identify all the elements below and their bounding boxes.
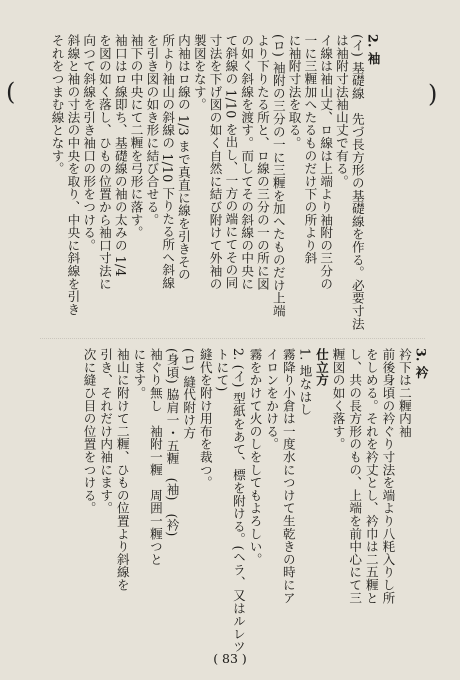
- text-column: 斜線と袖の寸法の中央を取り、中央に斜線を引き: [65, 34, 81, 316]
- text-column: を図の如く落し、ひもの位置から袖口寸法に: [96, 34, 112, 290]
- text-column: 袖山に附けて二糎、ひもの位置より斜線を: [114, 348, 130, 592]
- text-column: 1. 地なはし: [297, 348, 313, 416]
- text-column: 袖ぐり無し 袖附一糎 周囲一糎つと: [147, 348, 163, 566]
- text-column: 製図をなす。: [191, 34, 207, 111]
- text-column: 引き、それだけ内袖にます。: [98, 348, 114, 515]
- text-column: 内袖はロ線の 1/3 まで真直に線を引きその: [175, 34, 191, 281]
- text-column: (イ) 基礎線 先づ長方形の基礎線を作る。必要寸法: [349, 34, 365, 331]
- text-column: 仕立方: [313, 348, 329, 387]
- text-column: 所より袖山の斜線の 1/10 下りたる所へ斜線: [160, 34, 176, 290]
- text-column: 縫代を附け用布を裁つ。: [197, 348, 213, 489]
- text-column: し、共の長方形のもの、上端を前中心にて三: [347, 348, 363, 604]
- text-column: 2. (イ) 型紙をあて、標を附ける。(ヘラ、又はルレツ: [230, 348, 246, 653]
- page-number: ( 83 ): [213, 651, 247, 666]
- text-column: 次に縫ひ目の位置をつける。: [81, 348, 97, 515]
- text-column: を引き図の如き形に結び合せる。: [144, 34, 160, 226]
- text-column: 霧をかけて火のしをしてもよろしい。: [247, 348, 263, 566]
- text-column: 寸法を下げ図の如く自然に結び附けて外袖の: [207, 34, 223, 290]
- text-column: 一に三糎加へたるものだけ下の所より斜: [302, 34, 318, 265]
- text-column: に袖附寸法を取る。: [286, 34, 302, 150]
- section-divider: [40, 338, 425, 339]
- text-column: の如く斜線を渡す。而してその斜線の中央に: [239, 34, 255, 290]
- margin-bracket-mark: (: [6, 78, 16, 106]
- text-column: 袖下の中央にて二糎を弓形に落す。: [128, 34, 144, 239]
- text-column: 3. 衿: [413, 348, 429, 379]
- text-column: にます。: [131, 348, 147, 400]
- text-column: 糎図の如く落す。: [330, 348, 346, 451]
- text-column: より下りたる所と、ロ線の三分の一の所に図: [254, 34, 270, 290]
- text-column: 前後身頃の衿ぐり寸法を端より八粍入りし所: [380, 348, 396, 604]
- text-column: 袖口はロ線即ち、基礎線の袖の太みの 1/4: [112, 34, 128, 277]
- text-column: (身頃) 脇肩一・五糎 (袖) (衿): [164, 348, 180, 537]
- text-column: それをつまむ線となす。: [49, 34, 65, 175]
- text-column: 向つて斜線を引き袖口の形をつける。: [81, 34, 97, 252]
- text-column: をしめる。それを衿丈とし、衿巾は二五糎と: [363, 348, 379, 604]
- text-column: て斜線の 1/10 を出し、一方の端にてその同: [223, 34, 239, 290]
- text-column: イロンをかける。: [264, 348, 280, 451]
- text-column: (ロ) 縫代附け方: [181, 348, 197, 440]
- margin-bracket-mark: ): [428, 80, 438, 108]
- text-column: 霧降り小倉は一度水につけて生乾きの時にア: [280, 348, 296, 604]
- text-column: イ線は袖山丈、ロ線は上端より袖附の三分の: [318, 34, 334, 290]
- text-column: 衿下は二糎内袖: [396, 348, 412, 438]
- text-column: 2. 袖: [365, 34, 381, 65]
- text-column: トにて): [214, 348, 230, 392]
- text-column: (ロ) 袖附の三分の一に三糎を加へたものだけ上端: [270, 34, 286, 318]
- text-column: は袖附寸法袖山丈で有る。: [333, 34, 349, 188]
